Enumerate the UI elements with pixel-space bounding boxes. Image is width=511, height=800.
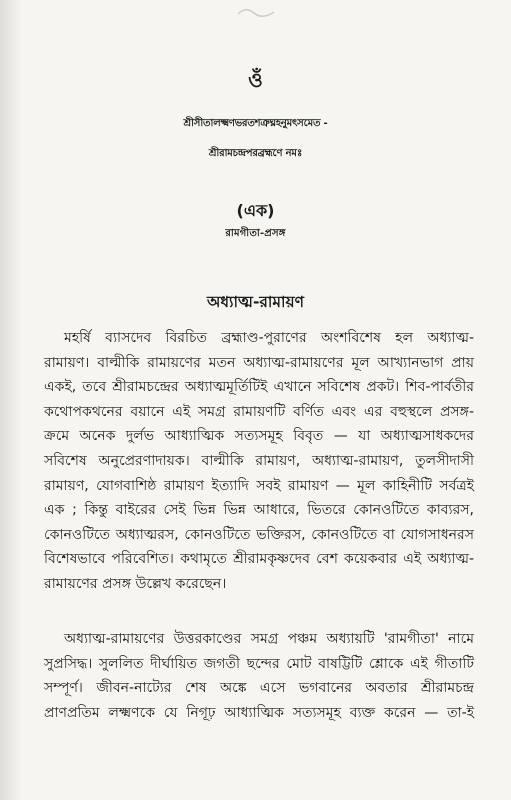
om-symbol: ওঁ (248, 68, 263, 92)
chapter-title: রামগীতা-প্রসঙ্গ (225, 228, 286, 239)
bleed-through-mark (236, 4, 276, 20)
text-line: রামায়ণ, যোগবাশিষ্ঠ রামায়ণ ইত্যাদি সবই রামায়ণ — মূল কাহিনীটি সর্বত্রই (44, 477, 474, 494)
invocation-line-2: শ্রীরামচন্দ্রপরব্রহ্মণে নমঃ (208, 148, 303, 159)
text-line: কথোপকথনের বয়ানে এই সমগ্র রামায়ণটি বর্ণিত এবং এর বহুস্থলে প্রসঙ্গ- (44, 403, 474, 420)
paragraph-2 (44, 627, 474, 725)
section-subtitle: অধ্যাত্ম-রামায়ণ (206, 293, 305, 311)
text-line: সম্পূর্ণ। জীবন-নাট্যের শেষ অঙ্কে এসে ভগবানের অবতার শ্রীরামচন্দ্র (44, 680, 474, 697)
text-line: অধ্যাত্ম-রামায়ণের উত্তরকাণ্ডের সমগ্র পঞ্চম অধ্যায়টি 'রামগীতা' নামে (64, 631, 474, 647)
text-line: সবিশেষ অনুপ্রেরণাদায়ক। বাল্মীকি রামায়ণ, অধ্যাত্ম-রামায়ণ, তুলসীদাসী (44, 452, 474, 469)
paragraph-1 (44, 326, 474, 597)
text-line: কোনওটিতে অধ্যাত্মরস, কোনওটিতে ভক্তিরস, কোনওটিতে বা যোগসাধনরস (44, 526, 474, 543)
text-line: বিশেষভাবে পরিবেশিত। কথামৃতে শ্রীরামকৃষ্ণদেব বেশ কয়েকবার এই অধ্যাত্ম- (44, 551, 474, 568)
text-line: ক্রমে অনেক দুর্লভ আধ্যাত্মিক সত্যসমূহ বিবৃত — যা অধ্যাত্মসাধকদের (44, 428, 474, 445)
text-line: রামায়ণ। বাল্মীকি রামায়ণের মতন অধ্যাত্ম-রামায়ণের মূল আখ্যানভাগ প্রায় (44, 354, 474, 371)
text-line: প্রাণপ্রতিম লক্ষ্মণকে যে নিগূঢ় আধ্যাত্মিক সত্যসমূহ ব্যক্ত করেন — তা-ই (44, 704, 474, 721)
text-line: একই, তবে শ্রীরামচন্দ্রের অধ্যাত্মমূর্তিটিই এখানে সবিশেষ প্রকট। শিব-পার্বতীর (44, 379, 474, 396)
chapter-number: (এক) (236, 201, 275, 220)
text-line: সুপ্রসিদ্ধ। সুললিত দীর্ঘায়িত জগতী ছন্দের মোট বাষট্টিটি শ্লোকে এই গীতাটি (44, 655, 474, 672)
text-line: রামায়ণের প্রসঙ্গ উল্লেখ করেছেন। (44, 575, 227, 592)
text-line: এক ; কিন্তু বাইরের সেই ভিন্ন ভিন্ন আধারে, ভিতরে কোনওটিতে কাব্যরস, (44, 502, 474, 519)
invocation-line-1: শ্রীসীতালক্ষ্মণভরতশত্রুঘ্নহনুমৎসমেত - (183, 118, 328, 129)
text-line: মহর্ষি ব্যাসদেব বিরচিত ব্রহ্মাণ্ড-পুরাণের অংশবিশেষ হল অধ্যাত্ম- (64, 330, 474, 346)
